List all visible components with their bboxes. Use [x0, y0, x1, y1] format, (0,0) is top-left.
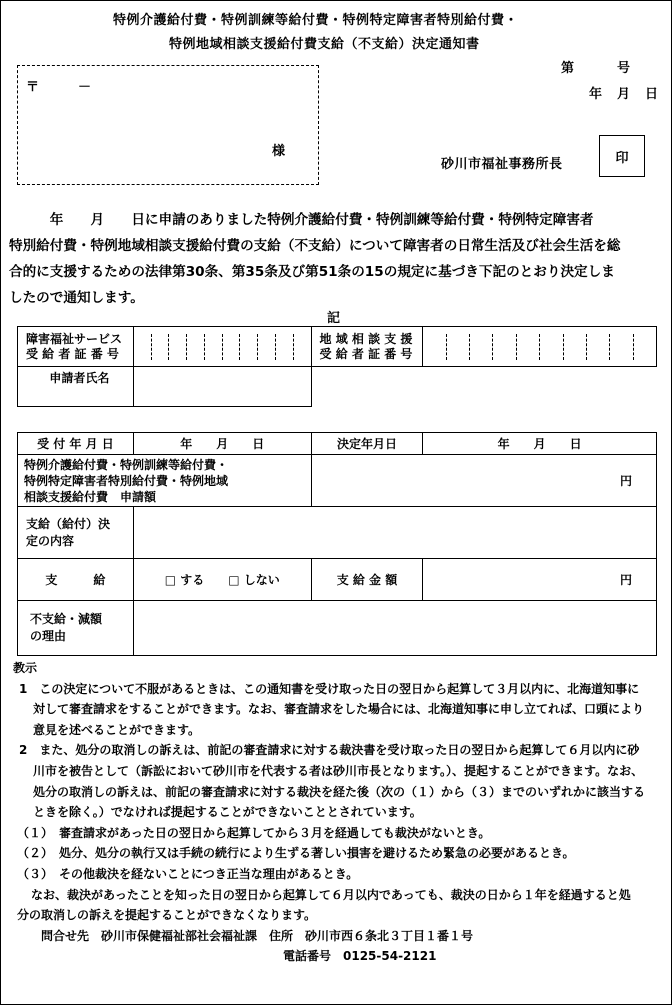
title-line-2: 特例地域相談支援給付費支給（不支給）決定通知書: [169, 37, 480, 52]
decision-date-field[interactable]: 年 月 日: [423, 433, 657, 455]
note-line: 処分の取消しの訴えは、前記の審査請求に対する裁決を経た後（次の（１）から（３）までのいずれかに該当する: [33, 784, 646, 799]
service-cert-number-field[interactable]: [133, 327, 311, 367]
decision-content-field[interactable]: [133, 507, 656, 559]
decision-date-label: 決定年月日: [311, 433, 423, 455]
decision-table: [17, 432, 657, 656]
address-box: [17, 65, 319, 185]
body-line: したので通知します。: [9, 290, 144, 306]
note-line: 2 また、処分の取消しの訴えは、前記の審査請求に対する裁決書を受け取った日の翌日から起算して６月以内に砂: [19, 743, 640, 758]
consult-cert-label: 地 域 相 談 支 援 受 給 者 証 番 号: [311, 327, 423, 367]
note-line: 対して審査請求をすることができます。なお、審査請求をした場合には、北海道知事に申し立てれば、口頭により: [33, 702, 645, 717]
shikyu-options[interactable]: □ する □ しない: [133, 559, 311, 601]
seal-label: 印: [615, 150, 629, 166]
denial-reason-field[interactable]: [133, 601, 656, 656]
yen-unit: 円: [619, 474, 632, 488]
document-date: 年 月 日: [589, 87, 660, 102]
consult-cert-number-field[interactable]: [423, 327, 657, 367]
ki-heading: 記: [327, 311, 341, 326]
title-line-1: 特例介護給付費・特例訓練等給付費・特例特定障害者特別給付費・: [113, 13, 519, 28]
decision-content-label: 支給（給付）決 定の内容: [18, 507, 134, 559]
contact-info: 問合せ先 砂川市保健福祉部社会福祉課 住所 砂川市西６条北３丁目１番１号: [41, 928, 474, 943]
receipt-date-field[interactable]: 年 月 日: [133, 433, 311, 455]
note-line: ときを除く。）でなければ提起することができないこととされています。: [33, 805, 422, 820]
note-line: 分の取消しの訴えを提起することができなくなります。: [17, 908, 317, 923]
receipt-date-label: 受 付 年 月 日: [18, 433, 134, 455]
paid-amount-label: 支 給 金 額: [311, 559, 423, 601]
service-cert-label: 障害福祉サービス 受 給 者 証 番 号: [18, 327, 134, 367]
document-number: 第 号: [561, 61, 632, 76]
honorific-sama: 様: [272, 144, 286, 159]
note-line: 意見を述べることができます。: [33, 722, 201, 737]
note-line: 1 この決定について不服があるときは、この通知書を受け取った日の翌日から起算して３月以内に、北海道知事に: [19, 681, 640, 696]
note-line: （２） 処分、処分の執行又は手続の続行により生ずる著しい損害を避けるため緊急の必要があるとき。: [17, 846, 575, 861]
application-amount-label: 特例介護給付費・特例訓練等給付費・ 特例特定障害者特別給付費・特例地域 相談支援給付費 申請額: [18, 455, 312, 507]
applicant-name-label: 申請者氏名: [18, 367, 134, 407]
notice-body: [9, 207, 669, 311]
issuer-name: 砂川市福祉事務所長: [441, 157, 563, 172]
yen-unit: 円: [619, 573, 632, 587]
instructions-section: [13, 658, 669, 967]
applicant-name-field[interactable]: [133, 367, 311, 407]
note-line: （３） その他裁決を経ないことにつき正当な理由があるとき。: [17, 866, 359, 881]
recipient-table: [17, 326, 657, 407]
note-line: 川市を被告として（訴訟において砂川市を代表する者は砂川市長となります。）、提起することができます。なお、: [33, 763, 644, 778]
contact-phone: 電話番号 0125-54-2121: [283, 949, 437, 964]
postal-code-label: 〒 －: [26, 80, 92, 95]
application-amount-field[interactable]: [311, 455, 656, 507]
instructions-heading: 教示: [13, 661, 38, 675]
note-line: なお、裁決があったことを知った日の翌日から起算して６月以内であっても、裁決の日から１年を経過すると処: [31, 887, 631, 902]
paid-amount-field[interactable]: [423, 559, 657, 601]
note-line: （１） 審査請求があった日の翌日から起算してから３月を経過しても裁決がないとき。: [17, 825, 491, 840]
denial-reason-label: 不支給・減額 の理由: [18, 601, 134, 656]
body-line: 特別給付費・特例地域相談支援給付費の支給（不支給）について障害者の日常生活及び社会生活を総: [9, 238, 621, 254]
body-line: 年 月 日に申請のありました特例介護給付費・特例訓練等給付費・特例特定障害者: [9, 212, 594, 228]
shikyu-label: 支 給: [18, 559, 134, 601]
body-line: 合的に支援するための法律第30条、第35条及び第51条の15の規定に基づき下記のとおり決定しま: [9, 264, 615, 280]
seal-box: [599, 135, 645, 177]
